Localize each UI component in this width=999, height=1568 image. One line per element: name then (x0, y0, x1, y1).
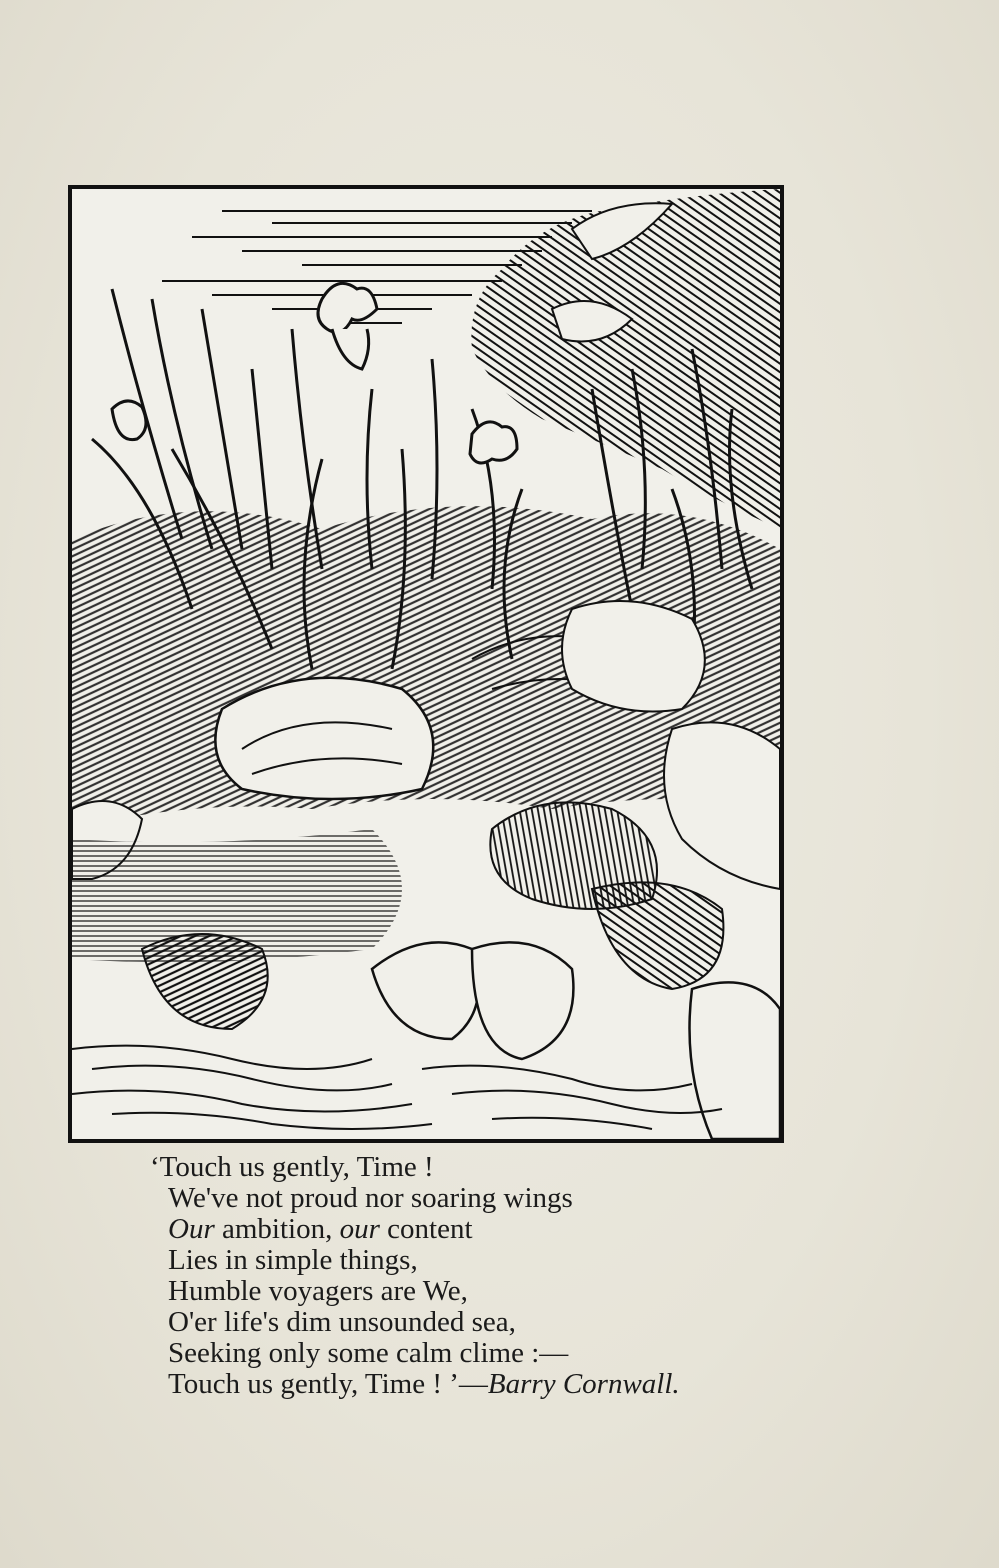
poem-line-6: O'er life's dim unsounded sea, (168, 1306, 516, 1338)
emphasis-our: our (339, 1213, 380, 1245)
poem-line-3 (150, 1214, 850, 1245)
woodcut-illustration (68, 185, 784, 1143)
poem-line-7: Seeking only some calm clime :— (168, 1337, 569, 1369)
emphasis-our: Our (168, 1213, 215, 1245)
poem-line-5: Humble voyagers are We, (168, 1275, 468, 1307)
poem-line-text: Touch us gently, Time ! (159, 1151, 434, 1183)
poem-stanza (150, 1152, 850, 1400)
riverbank-iris-engraving (72, 189, 780, 1139)
poem-line-2: We've not proud nor soaring wings (168, 1182, 573, 1214)
poem-line-8 (150, 1369, 850, 1400)
poem-line-text: content (379, 1213, 473, 1245)
poem-line-text: ambition, (214, 1213, 340, 1245)
poem-line-text: Touch us gently, Time ! ’— (168, 1368, 488, 1400)
poem-line-4: Lies in simple things, (168, 1244, 418, 1276)
author-attribution: Barry Cornwall. (487, 1368, 680, 1400)
opening-quote: ‘ (150, 1151, 160, 1183)
poem-line-1 (150, 1152, 850, 1183)
